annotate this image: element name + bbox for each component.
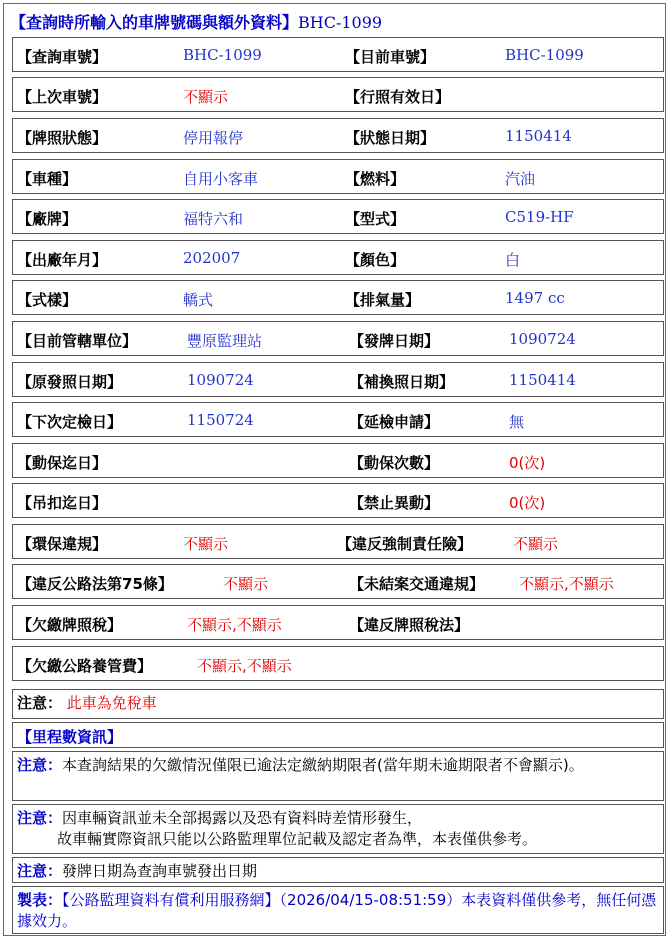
field-value: 1150414: [509, 371, 576, 389]
note-issue-date: [12, 857, 664, 883]
field-value: 不顯示: [223, 575, 269, 593]
tax-note-row: [12, 689, 664, 719]
field-label: 【發牌日期】: [349, 332, 440, 350]
info-row: [12, 646, 664, 681]
tax-note-label: 注意：: [17, 694, 63, 712]
field-label: 【違反強制責任險】: [337, 535, 473, 553]
field-label: 【原發照日期】: [17, 373, 123, 391]
field-label: 【補換照日期】: [349, 373, 455, 391]
field-value: 1497 cc: [505, 289, 565, 307]
info-row: [12, 37, 664, 72]
field-value: BHC-1099: [183, 46, 262, 64]
note-label: 注意：: [17, 809, 63, 827]
field-value: 汽油: [505, 170, 536, 188]
info-row: [12, 280, 664, 315]
field-label: 【未結案交通違規】: [349, 575, 485, 593]
header-title: 【查詢時所輸入的車牌號碼與額外資料】: [10, 13, 299, 32]
footer-label: 製表：: [17, 891, 63, 909]
note-text: 本查詢結果的欠繳情況僅限已逾法定繳納期限者(當年期未逾期限者不會顯示)。: [62, 756, 584, 774]
note-text: 發牌日期為查詢車號發出日期: [62, 862, 258, 880]
info-row: [12, 321, 664, 356]
field-label: 【型式】: [345, 210, 406, 228]
field-value: 轎式: [183, 291, 214, 309]
mileage-title: 【里程數資訊】: [12, 722, 664, 748]
note-label: 注意：: [17, 756, 63, 774]
info-row: [12, 118, 664, 153]
field-value: 無: [509, 413, 525, 431]
field-value: 不顯示: [183, 535, 229, 553]
info-row: [12, 402, 664, 437]
field-value: 不顯示,不顯示: [197, 657, 292, 675]
field-label: 【燃料】: [345, 170, 406, 188]
field-label: 【欠繳牌照稅】: [17, 616, 123, 634]
info-row: [12, 605, 664, 640]
field-label: 【排氣量】: [345, 291, 421, 309]
field-label: 【上次車號】: [17, 88, 108, 106]
field-label: 【狀態日期】: [345, 129, 436, 147]
footer-source: 【公路監理資料有償利用服務網】: [62, 891, 280, 909]
field-value: 1090724: [187, 371, 254, 389]
field-label: 【車種】: [17, 170, 78, 188]
field-label: 【吊扣迄日】: [17, 494, 108, 512]
note-label: 注意：: [17, 862, 63, 880]
footer-timestamp: （2026/04/15-08:51:59）: [279, 891, 462, 909]
field-value: 1150414: [505, 127, 572, 145]
field-label: 【牌照狀態】: [17, 129, 108, 147]
field-label: 【動保次數】: [349, 454, 440, 472]
field-value: 0(次): [509, 454, 546, 472]
field-label: 【禁止異動】: [349, 494, 440, 512]
report-header: [10, 10, 382, 33]
field-label: 【目前管轄單位】: [17, 332, 138, 350]
info-row: [12, 199, 664, 234]
field-value: 自用小客車: [183, 170, 259, 188]
field-value: 豐原監理站: [187, 332, 263, 350]
field-value: BHC-1099: [505, 46, 584, 64]
vehicle-report: [3, 3, 666, 936]
field-label: 【式樣】: [17, 291, 78, 309]
tax-note-text: 此車為免稅車: [66, 694, 157, 712]
note-line1: 因車輛資訊並未全部揭露以及恐有資料時差情形發生，: [62, 809, 423, 827]
field-value: 1090724: [509, 330, 576, 348]
info-row: [12, 483, 664, 518]
field-label: 【欠繳公路養管費】: [17, 657, 153, 675]
field-label: 【行照有效日】: [345, 88, 451, 106]
field-value: C519-HF: [505, 208, 574, 226]
field-value: 不顯示,不顯示: [519, 575, 614, 593]
info-row: [12, 443, 664, 478]
info-row: [12, 77, 664, 112]
header-plate: BHC-1099: [298, 13, 383, 32]
info-row: [12, 564, 664, 599]
field-label: 【廠牌】: [17, 210, 78, 228]
field-value: 白: [505, 251, 521, 269]
field-value: 不顯示,不顯示: [187, 616, 282, 634]
info-row: [12, 159, 664, 194]
field-value: 不顯示: [183, 88, 229, 106]
field-value: 不顯示: [513, 535, 559, 553]
field-value: 福特六和: [183, 210, 244, 228]
field-value: 202007: [183, 249, 241, 267]
field-label: 【目前車號】: [345, 48, 436, 66]
field-value: 1150724: [187, 411, 254, 429]
note-line2: 故車輛實際資訊只能以公路監理單位記載及認定者為準，本表僅供參考。: [57, 830, 538, 848]
note-arrears: [12, 751, 664, 801]
note-disclaimer: [12, 804, 664, 854]
info-row: [12, 240, 664, 275]
info-row: [12, 524, 664, 559]
field-label: 【查詢車號】: [17, 48, 108, 66]
field-value: 停用報停: [183, 129, 244, 147]
field-label: 【動保迄日】: [17, 454, 108, 472]
field-label: 【違反牌照稅法】: [349, 616, 470, 634]
footer-note: [12, 886, 664, 934]
field-label: 【環保違規】: [17, 535, 108, 553]
field-label: 【延檢申請】: [349, 413, 440, 431]
info-row: [12, 362, 664, 397]
field-value: 0(次): [509, 494, 546, 512]
footer-text: 本表資料僅供參考，無任何憑據效力。: [17, 891, 657, 930]
field-label: 【顏色】: [345, 251, 406, 269]
field-label: 【違反公路法第75條】: [17, 575, 173, 593]
field-label: 【出廠年月】: [17, 251, 108, 269]
field-label: 【下次定檢日】: [17, 413, 123, 431]
